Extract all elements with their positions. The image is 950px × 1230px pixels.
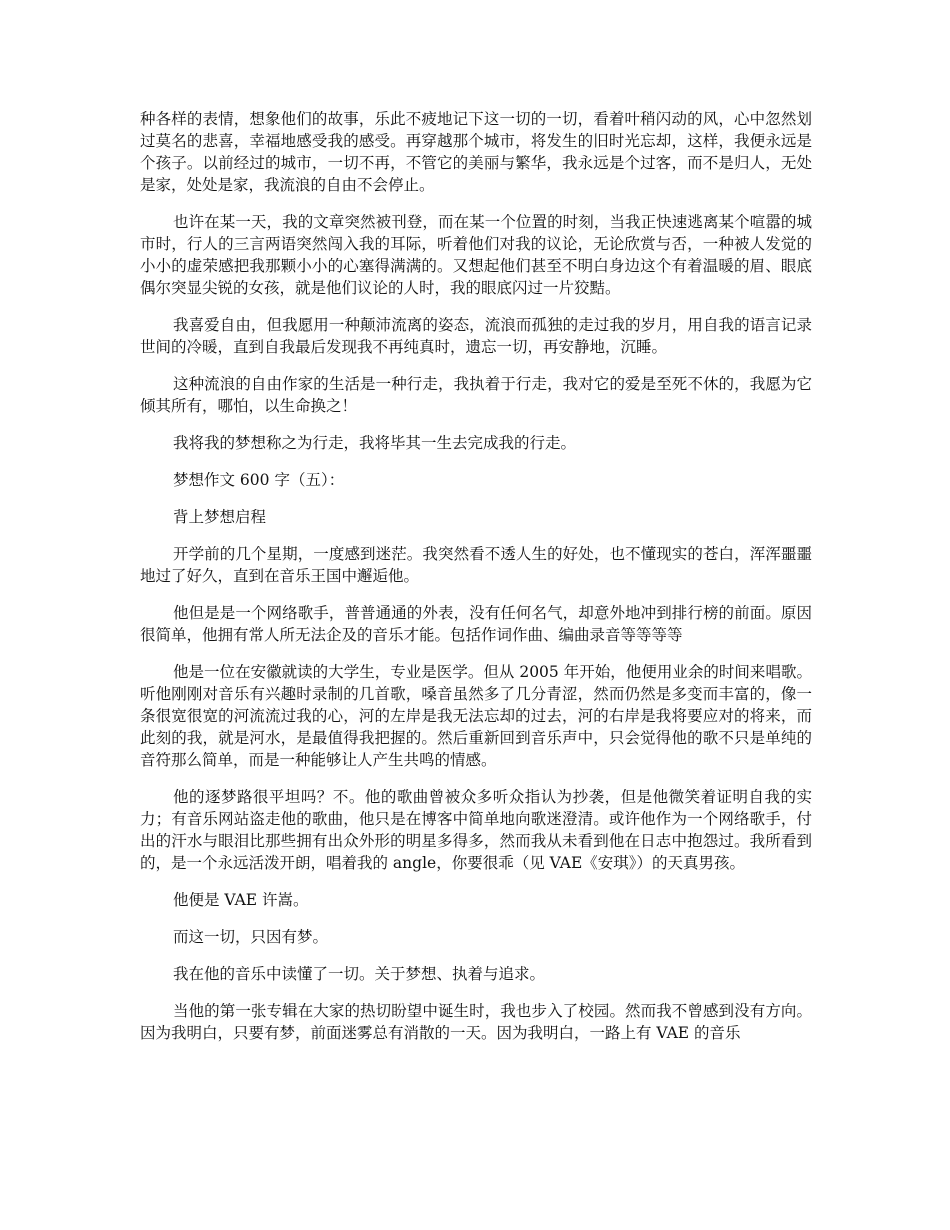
paragraph: 他是一位在安徽就读的大学生，专业是医学。但从 2005 年开始，他便用业余的时间来唱歌。听他刚刚对音乐有兴趣时录制的几首歌，嗓音虽然多了几分青涩，然而仍然是多变而丰富的，像一条很宽很宽的河流流过我的心，河的左岸是我无法忘却的过去，河的右岸是我将要应对的将来，而此刻的我，就是河水，是最值得我把握的。然后重新回到音乐声中，只会觉得他的歌不只是单纯的音符那么简单，而是一种能够让人产生共鸣的情感。 [140,663,812,769]
paragraph: 这种流浪的自由作家的生活是一种行走，我执着于行走，我对它的爱是至死不休的，我愿为它倾其所有，哪怕，以生命换之！ [140,375,812,415]
paragraph: 而这一切，只因有梦。 [173,928,329,946]
paragraph: 我喜爱自由，但我愿用一种颠沛流离的姿态，流浪而孤独的走过我的岁月，用自我的语言记录世间的冷暖，直到自我最后发现我不再纯真时，遗忘一切，再安静地，沉睡。 [140,316,812,356]
paragraph: 也许在某一天，我的文章突然被刊登，而在某一个位置的时刻，当我正快速逃离某个喧嚣的城市时，行人的三言两语突然闯入我的耳际，听着他们对我的议论，无论欣赏与否，一种被人发觉的小小的虚荣感把我那颗小小的心塞得满满的。又想起他们甚至不明白身边这个有着温暖的眉、眼底偶尔突显尖锐的女孩，就是他们议论的人时，我的眼底闪过一片狡黠。 [140,213,812,297]
paragraph: 他但是是一个网络歌手，普普通通的外表，没有任何名气，却意外地冲到排行榜的前面。原因很简单，他拥有常人所无法企及的音乐才能。包括作词作曲、编曲录音等等等等 [140,604,812,644]
section-heading: 梦想作文 600 字（五）： [173,471,345,489]
essay-title: 背上梦想启程 [173,508,267,526]
paragraph: 种各样的表情，想象他们的故事，乐此不疲地记下这一切的一切，看着叶稍闪动的风，心中忽然划过莫名的悲喜，幸福地感受我的感受。再穿越那个城市，将发生的旧时光忘却，这样，我便永远是个孩子。以前经过的城市，一切不再，不管它的美丽与繁华，我永远是个过客，而不是归人，无处是家，处处是家，我流浪的自由不会停止。 [140,110,812,194]
paragraph: 他的逐梦路很平坦吗？不。他的歌曲曾被众多听众指认为抄袭，但是他微笑着证明自我的实力；有音乐网站盗走他的歌曲，他只是在博客中简单地向歌迷澄清。或许他作为一个网络歌手，付出的汗水与眼泪比那些拥有出众外形的明星多得多，然而我从未看到他在日志中抱怨过。我所看到的，是一个永远活泼开朗，唱着我的 angle，你要很乖（见 VAE《安琪》）的天真男孩。 [140,788,812,872]
document-page [140,108,812,1059]
paragraph: 开学前的几个星期，一度感到迷茫。我突然看不透人生的好处，也不懂现实的苍白，浑浑噩噩地过了好久，直到在音乐王国中邂逅他。 [140,545,812,585]
paragraph: 当他的第一张专辑在大家的热切盼望中诞生时，我也步入了校园。然而我不曾感到没有方向。因为我明白，只要有梦，前面迷雾总有消散的一天。因为我明白，一路上有 VAE 的音乐 [140,1002,812,1042]
paragraph: 我将我的梦想称之为行走，我将毕其一生去完成我的行走。 [173,434,577,452]
paragraph: 我在他的音乐中读懂了一切。关于梦想、执着与追求。 [173,965,546,983]
paragraph: 他便是 VAE 许嵩。 [173,891,309,909]
